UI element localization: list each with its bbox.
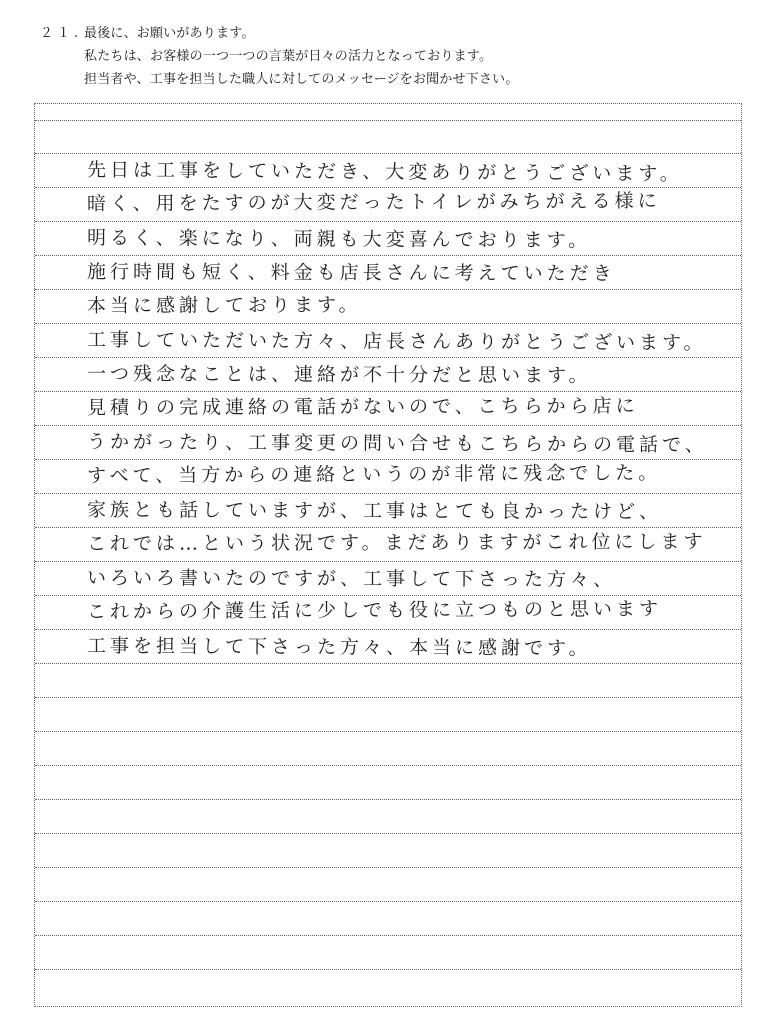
question-block: [40, 24, 740, 90]
ruled-line: [35, 221, 741, 222]
handwritten-line-3: 明るく、楽になり、両親も大変喜んでおります。: [87, 227, 592, 252]
question-title-line: [40, 24, 740, 44]
handwritten-line-14: これからの介護生活に少しでも役に立つものと思います: [86, 597, 663, 623]
ruled-line: [35, 765, 741, 766]
ruled-line: [35, 799, 741, 800]
question-description-line-1: 私たちは、お客様の一つ一つの言葉が日々の活力となっております。: [84, 49, 493, 64]
ruled-line: [35, 357, 741, 358]
handwritten-line-11: 家族とも話していますが、工事はとても良かったけど、: [87, 499, 663, 524]
ruled-line: [35, 901, 741, 902]
handwritten-line-12: これでは…という状況です。まだありますがこれ位にします: [86, 530, 707, 555]
handwritten-line-9: うかがったり、工事変更の問い合せもこちらからの電話で、: [87, 431, 708, 457]
handwritten-line-6: 工事していただいた方々、店長さんありがとうございます。: [87, 329, 707, 355]
handwritten-line-2: 暗く、用をたすのが大変だったトイレがみちがえる様に: [86, 189, 661, 216]
answer-box: [34, 103, 742, 1007]
ruled-line: [35, 867, 741, 868]
ruled-line: [35, 629, 741, 630]
handwritten-line-7: 一つ残念なことは、連絡が不十分だと思います。: [87, 363, 592, 387]
handwritten-line-13: いろいろ書いたのですが、工事して下さった方々、: [87, 567, 617, 591]
ruled-line: [35, 663, 741, 664]
handwritten-line-10: すべて、当方からの連絡というのが非常に残念でした。: [86, 461, 662, 487]
ruled-line: [35, 425, 741, 426]
ruled-line: [35, 697, 741, 698]
handwritten-line-15: 工事を担当して下さった方々、本当に感謝です。: [87, 635, 592, 660]
ruled-line: [35, 833, 741, 834]
ruled-line: [35, 935, 741, 936]
handwritten-line-1: 先日は工事をしていただき、大変ありがとうございます。: [87, 159, 683, 186]
handwritten-line-4: 施行時間も短く、料金も店長さんに考えていただき: [87, 261, 616, 285]
ruled-line: [35, 323, 741, 324]
ruled-line: [35, 120, 741, 121]
ruled-line: [35, 255, 741, 256]
handwritten-line-8: 見積りの完成連絡の電話がないので、こちらから店に: [86, 395, 639, 419]
ruled-line: [35, 969, 741, 970]
question-title: 最後に、お願いがあります。: [84, 26, 255, 41]
handwritten-line-5: 本当に感謝しております。: [86, 294, 362, 317]
ruled-line: [35, 493, 741, 494]
ruled-line: [35, 153, 741, 154]
ruled-line: [35, 731, 741, 732]
question-description-line-2: 担当者や、工事を担当した職人に対してのメッセージをお聞かせ下さい。: [84, 72, 519, 87]
question-number: ２１.: [40, 26, 83, 41]
ruled-line: [35, 561, 741, 562]
